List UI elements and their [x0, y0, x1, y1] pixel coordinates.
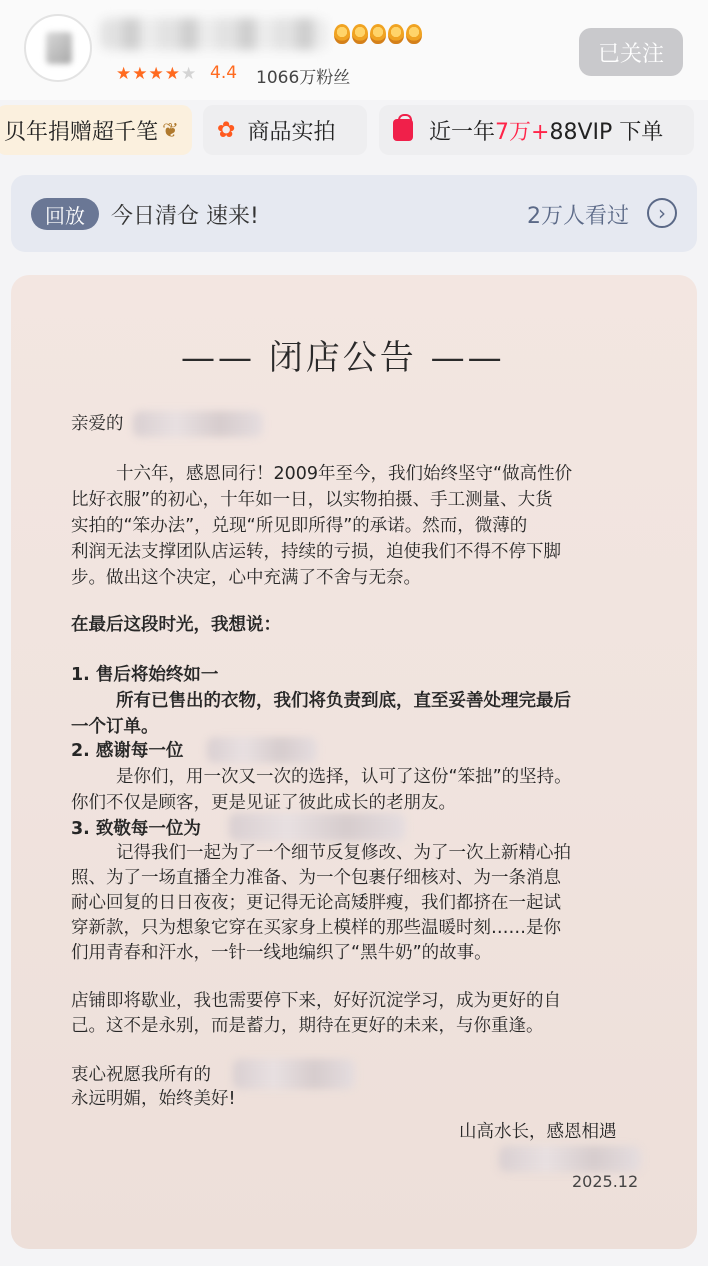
notice-line: 步。做出这个决定，心中充满了不舍与无奈。: [71, 568, 421, 588]
notice-item-heading: 1. 售后将始终如一: [71, 665, 219, 685]
crown-icon: [388, 24, 404, 44]
shop-rating: 4.4: [210, 63, 238, 83]
notice-greeting: 亲爱的: [71, 414, 124, 434]
real-photo-chip[interactable]: [203, 105, 367, 155]
star-icon: ★: [164, 64, 180, 84]
replay-badge: 回放: [31, 198, 99, 230]
real-photo-chip-label: 商品实拍: [247, 119, 336, 145]
notice-line: 一个订单。: [71, 717, 159, 737]
notice-line: 店铺即将歇业，我也需要停下来，好好沉淀学习，成为更好的自: [71, 991, 561, 1011]
crown-icon: [334, 24, 350, 44]
notice-wish: 衷心祝愿我所有的: [71, 1065, 211, 1085]
notice-line: 所有已售出的衣物，我们将负责到底，直至妥善处理完最后: [116, 691, 571, 711]
notice-line: 照、为了一场直播全力准备、为一个包裹仔细核对、为一条消息: [71, 868, 561, 888]
shopping-bag-icon: [393, 119, 413, 141]
star-icon: ★: [132, 64, 148, 84]
redacted-text: [207, 737, 317, 763]
feather-icon: ❦: [162, 118, 179, 142]
fans-count: 1066万粉丝: [256, 68, 351, 88]
shop-name-redacted: [100, 18, 328, 50]
notice-line: 己。这不是永别，而是蓄力，期待在更好的未来，与你重逢。: [71, 1016, 544, 1036]
shop-header: [0, 0, 708, 100]
notice-date: 2025.12: [572, 1172, 639, 1191]
crown-icon: [406, 24, 422, 44]
flower-icon: ✿: [217, 117, 236, 143]
redacted-text: [133, 411, 263, 437]
notice-item-heading: 2. 感谢每一位: [71, 741, 184, 761]
donation-chip[interactable]: [0, 105, 192, 155]
star-icon: ★: [116, 64, 132, 84]
redacted-text: [233, 1059, 355, 1089]
notice-line: 比好衣服”的初心，十年如一日，以实物拍摄、手工测量、大货: [71, 490, 553, 510]
replay-views: 2万人看过: [527, 204, 629, 229]
notice-line: 耐心回复的日日夜夜；更记得无论高矮胖瘦，我们都挤在一起试: [71, 893, 561, 913]
notice-wish: 永远明媚，始终美好!: [71, 1089, 236, 1109]
vip-orders-chip[interactable]: [379, 105, 694, 155]
follow-button[interactable]: 已关注: [579, 28, 683, 76]
crown-icon: [370, 24, 386, 44]
star-icon: ★: [181, 64, 197, 84]
vip-count: 7万+: [495, 119, 550, 145]
notice-line: 是你们，用一次又一次的选择，认可了这份“笨拙”的坚持。: [116, 767, 572, 787]
notice-line: 穿新款，只为想象它穿在买家身上模样的那些温暖时刻……是你: [71, 918, 561, 938]
live-replay-bar[interactable]: [11, 175, 697, 252]
vip-prefix: 近一年: [429, 119, 496, 145]
crown-icon: [352, 24, 368, 44]
closing-notice-image: [11, 275, 697, 1249]
notice-item-heading: 3. 致敬每一位为: [71, 819, 201, 839]
redacted-signature: [499, 1146, 641, 1172]
rating-stars: [116, 64, 196, 84]
chevron-right-icon[interactable]: ›: [647, 198, 677, 228]
notice-line: 你们不仅是顾客，更是见证了彼此成长的老朋友。: [71, 793, 456, 813]
shop-avatar[interactable]: [24, 14, 92, 82]
crown-level-icons: [334, 24, 422, 44]
donation-chip-label: 贝年捐赠超千笔: [4, 119, 159, 145]
notice-line: 记得我们一起为了一个细节反复修改、为了一次上新精心拍: [116, 843, 571, 863]
replay-title: 今日清仓 速来!: [111, 204, 259, 229]
star-icon: ★: [148, 64, 164, 84]
notice-line: 们用青春和汗水，一针一线地编织了“黑牛奶”的故事。: [71, 943, 492, 963]
notice-lead: 在最后这段时光，我想说：: [71, 615, 281, 635]
redacted-text: [229, 813, 405, 841]
notice-line: 实拍的“笨办法”，兑现“所见即所得”的承诺。然而，微薄的: [71, 516, 528, 536]
notice-line: 十六年，感恩同行！2009年至今，我们始终坚守“做高性价: [116, 464, 573, 484]
notice-line: 利润无法支撑团队店运转，持续的亏损，迫使我们不得不停下脚: [71, 542, 561, 562]
vip-suffix: 88VIP 下单: [549, 119, 664, 145]
notice-signature: 山高水长，感恩相遇: [459, 1122, 617, 1142]
notice-title: —— 闭店公告 ——: [181, 338, 505, 378]
